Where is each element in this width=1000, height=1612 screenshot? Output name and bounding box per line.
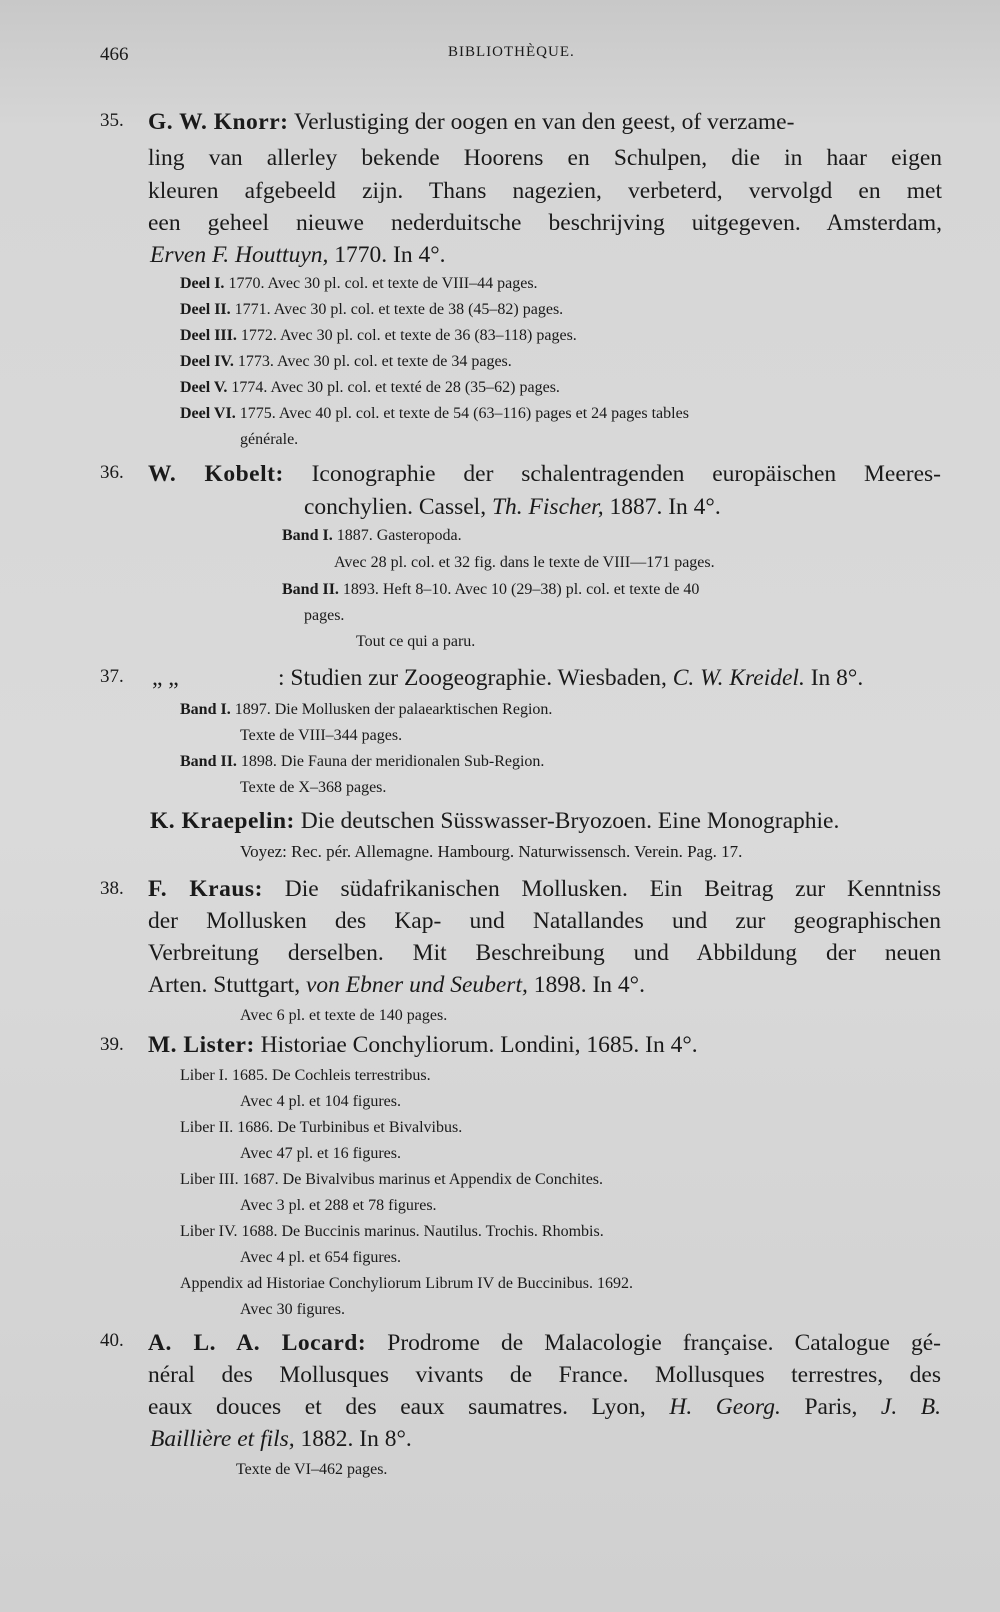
entry-title-part: Verlustiging der oogen en van den geest, of verzame- <box>293 109 795 135</box>
entry-line: der Mollusken des Kap- und Natallandes und zur geographischen <box>148 908 941 934</box>
publisher: Erven F. Houttuyn, <box>150 242 329 268</box>
entry-line <box>148 459 941 489</box>
publisher: J. B. <box>880 1394 942 1420</box>
entry-number: 39. <box>100 1034 124 1055</box>
volume-line: Avec 47 pl. et 16 figures. <box>240 1145 401 1162</box>
author-name: G. W. Knorr: <box>148 109 289 135</box>
entry-line: K. Kraepelin: Die deutschen Süsswasser-Bryozoen. Eine Monographie. <box>150 808 840 834</box>
ditto-marks: „ „ <box>152 665 179 691</box>
volume-line: Liber III. 1687. De Bivalvibus marinus et Appendix de Conchites. <box>180 1171 604 1188</box>
volume-line: Avec 4 pl. et 654 figures. <box>240 1249 401 1266</box>
entry-line: conchylien. Cassel, Th. Fischer, 1887. In 4°. <box>304 494 721 520</box>
entry-line: Verbreitung derselben. Mit Beschreibung und Abbildung der neuen <box>148 940 941 966</box>
entry-line <box>148 107 942 137</box>
volume-line-cont: générale. <box>240 431 299 448</box>
entry-line: : Studien zur Zoogeographie. Wiesbaden, C. W. Kreidel. In 8°. <box>278 665 864 691</box>
entry-line: Baillière et fils, 1882. In 8°. <box>150 1426 412 1452</box>
entry-line <box>150 240 446 270</box>
publisher: Th. Fischer, <box>491 494 604 520</box>
entry-title-part: 1770. In 4°. <box>334 242 446 268</box>
volume-line: Band II. 1898. Die Fauna der meridionalen Sub-Region. <box>180 753 545 770</box>
page-number: 466 <box>100 44 129 65</box>
publisher: H. Georg. <box>669 1394 781 1420</box>
volume-line: Deel V. 1774. Avec 30 pl. col. et texté de 28 (35–62) pages. <box>180 379 560 396</box>
volume-line: Texte de VIII–344 pages. <box>240 727 403 744</box>
volume-line: Deel II. 1771. Avec 30 pl. col. et texte de 38 (45–82) pages. <box>180 301 564 318</box>
publisher: C. W. Kreidel. <box>672 665 805 691</box>
volume-line: Avec 28 pl. col. et 32 fig. dans le texte de VIII—171 pages. <box>334 554 715 571</box>
volume-line: Avec 30 figures. <box>240 1301 345 1318</box>
volume-line: Band I. 1897. Die Mollusken der palaearktischen Region. <box>180 701 553 718</box>
entry-number: 36. <box>100 462 124 483</box>
running-title: BIBLIOTHÈQUE. <box>448 44 575 60</box>
entry-line: M. Lister: Historiae Conchyliorum. Londini, 1685. In 4°. <box>148 1032 698 1058</box>
author-name: W. Kobelt: <box>148 461 284 487</box>
entry-number: 35. <box>100 110 124 131</box>
volume-line: Deel I. 1770. Avec 30 pl. col. et texte de VIII–44 pages. <box>180 275 538 292</box>
volume-line: Avec 4 pl. et 104 figures. <box>240 1093 401 1110</box>
publisher: Baillière et fils, <box>150 1426 295 1452</box>
author-name: M. Lister: <box>148 1032 255 1058</box>
volume-line: Band II. 1893. Heft 8–10. Avec 10 (29–38) pl. col. et texte de 40 <box>282 581 700 598</box>
volume-line: Avec 6 pl. et texte de 140 pages. <box>240 1007 448 1024</box>
author-name: A. L. A. Locard: <box>148 1330 367 1356</box>
author-name: K. Kraepelin: <box>150 808 295 834</box>
volume-line: Band I. 1887. Gasteropoda. <box>282 527 462 544</box>
volume-line: Deel IV. 1773. Avec 30 pl. col. et texte de 34 pages. <box>180 353 512 370</box>
entry-line: een geheel nieuwe nederduitsche beschrijving uitgegeven. Amsterdam, <box>148 210 942 236</box>
entry-number: 40. <box>100 1330 124 1351</box>
entry-number: 38. <box>100 878 124 899</box>
entry-line: eaux douces et des eaux saumatres. Lyon, H. Georg. Paris, J. B. <box>148 1394 942 1420</box>
entry-line: A. L. A. Locard: Prodrome de Malacologie française. Catalogue gé- <box>148 1330 941 1356</box>
entry-line: Arten. Stuttgart, von Ebner und Seubert, 1898. In 4°. <box>148 972 645 998</box>
author-name: F. Kraus: <box>148 876 263 902</box>
volume-line: Deel III. 1772. Avec 30 pl. col. et texte de 36 (83–118) pages. <box>180 327 577 344</box>
entry-title-part: Iconographie der schalentragenden europäischen Meeres- <box>311 461 941 487</box>
entry-line: kleuren afgebeeld zijn. Thans nagezien, verbeterd, vervolgd en met <box>148 178 942 204</box>
volume-line: Deel VI. 1775. Avec 40 pl. col. et texte de 54 (63–116) pages et 24 pages tables <box>180 405 689 422</box>
cross-reference: Voyez: Rec. pér. Allemagne. Hambourg. Naturwissensch. Verein. Pag. 17. <box>240 842 743 861</box>
entry-line: F. Kraus: Die südafrikanischen Mollusken. Ein Beitrag zur Kenntniss <box>148 876 942 902</box>
entry-note: Tout ce qui a paru. <box>356 633 476 650</box>
volume-line: Appendix ad Historiae Conchyliorum Librum IV de Buccinibus. 1692. <box>180 1275 633 1292</box>
publisher: von Ebner und Seubert, <box>305 972 528 998</box>
volume-line: Liber IV. 1688. De Buccinis marinus. Nautilus. Trochis. Rhombis. <box>180 1223 604 1240</box>
volume-line: Texte de X–368 pages. <box>240 779 387 796</box>
volume-line: Liber I. 1685. De Cochleis terrestribus. <box>180 1067 431 1084</box>
entry-line: ling van allerley bekende Hoorens en Schulpen, die in haar eigen <box>148 145 942 171</box>
entry-line: néral des Mollusques vivants de France. Mollusques terrestres, des <box>148 1362 941 1388</box>
volume-line: Texte de VI–462 pages. <box>236 1461 388 1478</box>
entry-number: 37. <box>100 666 124 687</box>
volume-line: Avec 3 pl. et 288 et 78 figures. <box>240 1197 437 1214</box>
volume-line: Liber II. 1686. De Turbinibus et Bivalvibus. <box>180 1119 463 1136</box>
volume-line-cont: pages. <box>304 607 345 624</box>
